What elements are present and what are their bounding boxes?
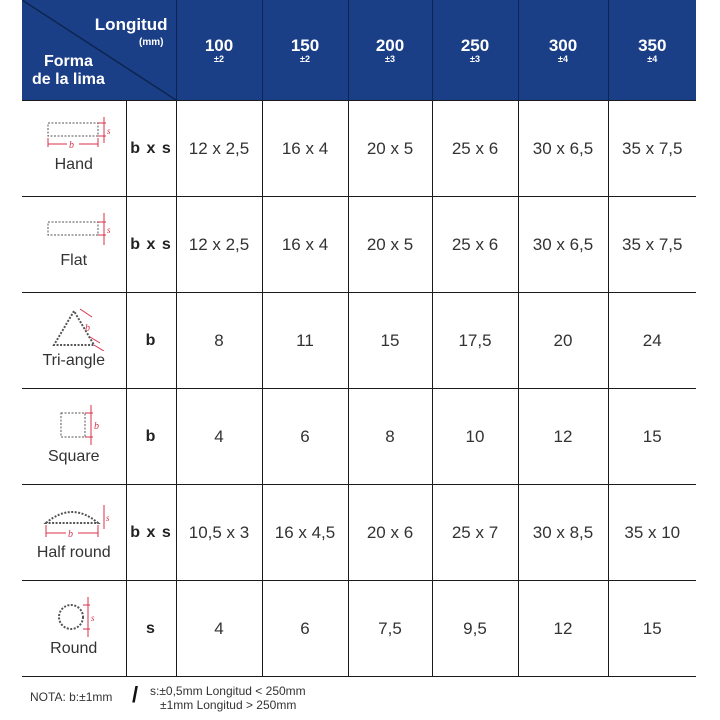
round-file-icon	[34, 595, 114, 639]
length-value: 100	[204, 35, 234, 55]
value-cell: 10	[432, 389, 518, 485]
shape-cell	[22, 101, 126, 197]
value-cell: 8	[348, 389, 432, 485]
value-cell: 9,5	[432, 581, 518, 677]
value-cell: 4	[176, 581, 262, 677]
value-cell: 30 x 6,5	[518, 197, 608, 293]
value-cell: 15	[608, 581, 696, 677]
value-cell: 20 x 5	[348, 101, 432, 197]
value-cell: 20 x 5	[348, 197, 432, 293]
value-cell: 35 x 7,5	[608, 197, 696, 293]
value-cell: 6	[262, 581, 348, 677]
shape-name: Square	[47, 448, 100, 465]
shape-name: Round	[50, 640, 98, 657]
unit-label: (mm)	[139, 37, 164, 48]
value-cell: 30 x 6,5	[518, 101, 608, 197]
file-dimensions-table	[22, 0, 696, 677]
svg-text:s: s	[90, 613, 95, 623]
header-corner-cell	[22, 0, 176, 101]
svg-text:s: s	[105, 513, 110, 523]
header-length-col	[348, 0, 432, 101]
note-line-2: ±1mm Longitud > 250mm	[160, 698, 297, 712]
value-cell: 12	[518, 389, 608, 485]
dimension-cell: b x s	[126, 197, 176, 293]
length-value: 150	[290, 35, 320, 55]
flat-file-icon	[34, 211, 114, 251]
table-row	[22, 389, 696, 485]
shape-name: Tri-angle	[42, 352, 106, 369]
svg-text:b: b	[68, 140, 74, 151]
value-cell: 30 x 8,5	[518, 485, 608, 581]
value-cell: 35 x 7,5	[608, 101, 696, 197]
value-cell: 11	[262, 293, 348, 389]
svg-text:b: b	[67, 529, 73, 540]
value-cell: 6	[262, 389, 348, 485]
header-length-col	[432, 0, 518, 101]
dimension-cell: s	[126, 581, 176, 677]
header-length-col	[176, 0, 262, 101]
table-row	[22, 581, 696, 677]
value-cell: 20 x 6	[348, 485, 432, 581]
table-row	[22, 293, 696, 389]
length-value: 250	[460, 35, 490, 55]
value-cell: 12	[518, 581, 608, 677]
svg-text:b: b	[84, 323, 90, 334]
shape-name: Flat	[60, 252, 88, 269]
table-row	[22, 197, 696, 293]
value-cell: 25 x 6	[432, 101, 518, 197]
value-cell: 8	[176, 293, 262, 389]
dimension-cell: b x s	[126, 485, 176, 581]
value-cell: 16 x 4	[262, 197, 348, 293]
value-cell: 24	[608, 293, 696, 389]
length-tolerance: ±2	[214, 53, 224, 64]
value-cell: 17,5	[432, 293, 518, 389]
value-cell: 16 x 4,5	[262, 485, 348, 581]
shape-name: Half round	[36, 544, 111, 561]
note-slash: /	[132, 682, 139, 707]
value-cell: 15	[608, 389, 696, 485]
svg-text:b: b	[93, 421, 99, 432]
length-tolerance: ±3	[385, 53, 395, 64]
length-value: 300	[548, 35, 578, 55]
table-row	[22, 485, 696, 581]
note-label: NOTA: b:±1mm	[30, 690, 113, 704]
value-cell: 7,5	[348, 581, 432, 677]
length-tolerance: ±4	[558, 53, 568, 64]
shape-cell	[22, 581, 126, 677]
value-cell: 12 x 2,5	[176, 197, 262, 293]
forma-label: Forma de la lima	[32, 53, 105, 88]
svg-text:s: s	[106, 126, 111, 136]
value-cell: 25 x 6	[432, 197, 518, 293]
dimension-cell: b	[126, 389, 176, 485]
value-cell: 4	[176, 389, 262, 485]
dimension-cell: b x s	[126, 101, 176, 197]
value-cell: 15	[348, 293, 432, 389]
length-tolerance: ±3	[470, 53, 480, 64]
value-cell: 25 x 7	[432, 485, 518, 581]
shape-cell	[22, 293, 126, 389]
value-cell: 16 x 4	[262, 101, 348, 197]
shape-cell	[22, 197, 126, 293]
shape-name: Hand	[54, 156, 93, 173]
note-line-1: s:±0,5mm Longitud < 250mm	[150, 684, 306, 698]
value-cell: 35 x 10	[608, 485, 696, 581]
longitud-label: Longitud	[94, 15, 168, 34]
value-cell: 12 x 2,5	[176, 101, 262, 197]
length-value: 350	[638, 35, 667, 55]
length-value: 200	[375, 35, 405, 55]
triangle-file-icon	[34, 307, 114, 351]
value-cell: 20	[518, 293, 608, 389]
header-length-col	[608, 0, 696, 101]
dimension-cell: b	[126, 293, 176, 389]
half-round-file-icon	[32, 499, 116, 543]
header-length-col	[518, 0, 608, 101]
shape-cell	[22, 389, 126, 485]
header-length-col	[262, 0, 348, 101]
hand-file-icon	[34, 115, 114, 155]
length-tolerance: ±2	[300, 53, 310, 64]
table-row	[22, 101, 696, 197]
length-tolerance: ±4	[647, 53, 658, 64]
shape-cell	[22, 485, 126, 581]
value-cell: 10,5 x 3	[176, 485, 262, 581]
square-file-icon	[34, 403, 114, 447]
svg-text:s: s	[106, 225, 111, 235]
